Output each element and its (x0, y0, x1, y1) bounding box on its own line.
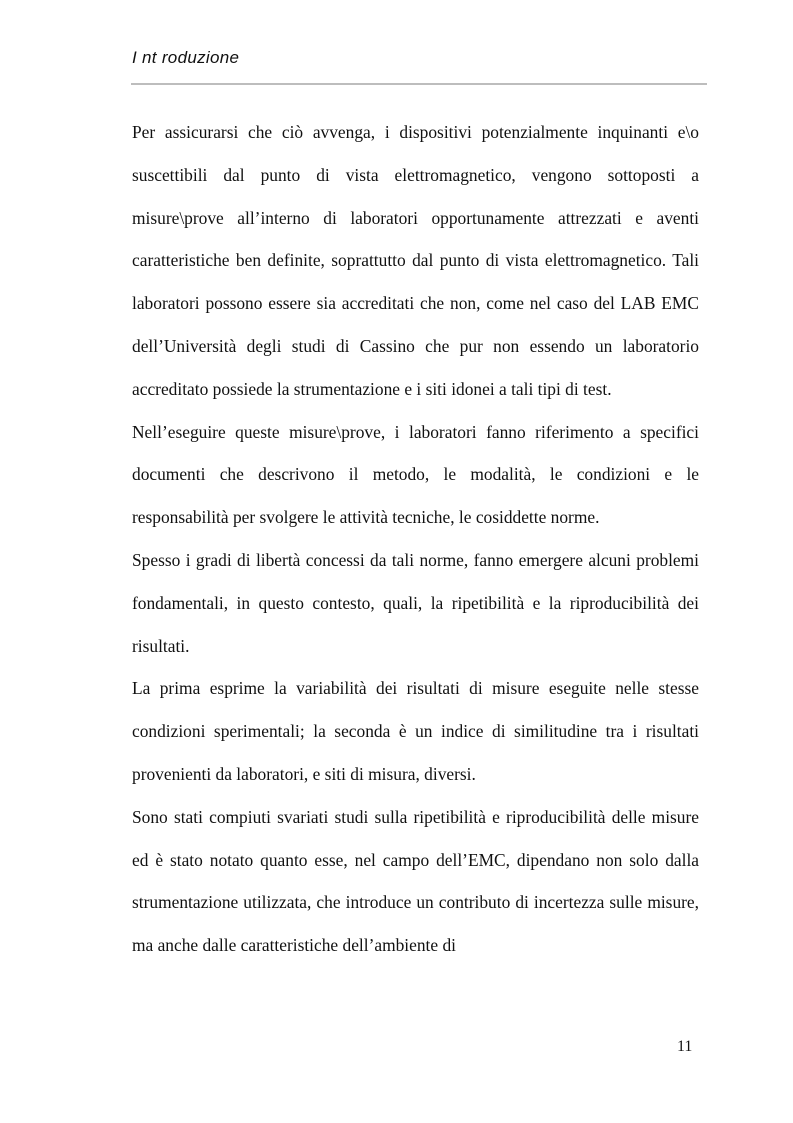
paragraph: La prima esprime la variabilità dei risultati di misure eseguite nelle stesse condizioni sperimentali; la seconda è un indice di similitudine tra i risultati provenienti da laboratori, e siti di misura, diversi. (132, 678, 699, 784)
paragraph: Nell’eseguire queste misure\prove, i laboratori fanno riferimento a specifici documenti che descrivono il metodo, le modalità, le condizioni e le responsabilità per svolgere le attività tecniche, le cosiddette norme. (132, 421, 699, 528)
paragraph: Spesso i gradi di libertà concessi da tali norme, fanno emergere alcuni problemi fondamentali, in questo contesto, quali, la ripetibilità e la riproducibilità dei risultati. (132, 549, 699, 656)
paragraph: Sono stati compiuti svariati studi sulla ripetibilità e riproducibilità delle misure ed è stato notato quanto esse, nel campo dell’EMC, dipendano non solo dalla strumentazione utilizzata, che introduce un contributo di incertezza sulle misure, ma anche dalle caratteristiche dell’ambiente di (132, 806, 699, 956)
header-rule (131, 83, 707, 85)
body-text (132, 111, 699, 967)
page-number: 11 (677, 1038, 693, 1055)
running-header: I nt roduzione (132, 48, 240, 67)
paragraph: Per assicurarsi che ciò avvenga, i dispositivi potenzialmente inquinanti e\o suscettibili dal punto di vista elettromagnetico, vengono sottoposti a misure\prove all’interno di laboratori opportunamente attrezzati e aventi caratteristiche ben definite, soprattutto dal punto di vista elettromagnetico. Tali laboratori possono essere sia accreditati che non, come nel caso del LAB EMC dell’Università degli studi di Cassino che pur non essendo un laboratorio accreditato possiede la strumentazione e i siti idonei a tali tipi di test. (132, 122, 699, 399)
